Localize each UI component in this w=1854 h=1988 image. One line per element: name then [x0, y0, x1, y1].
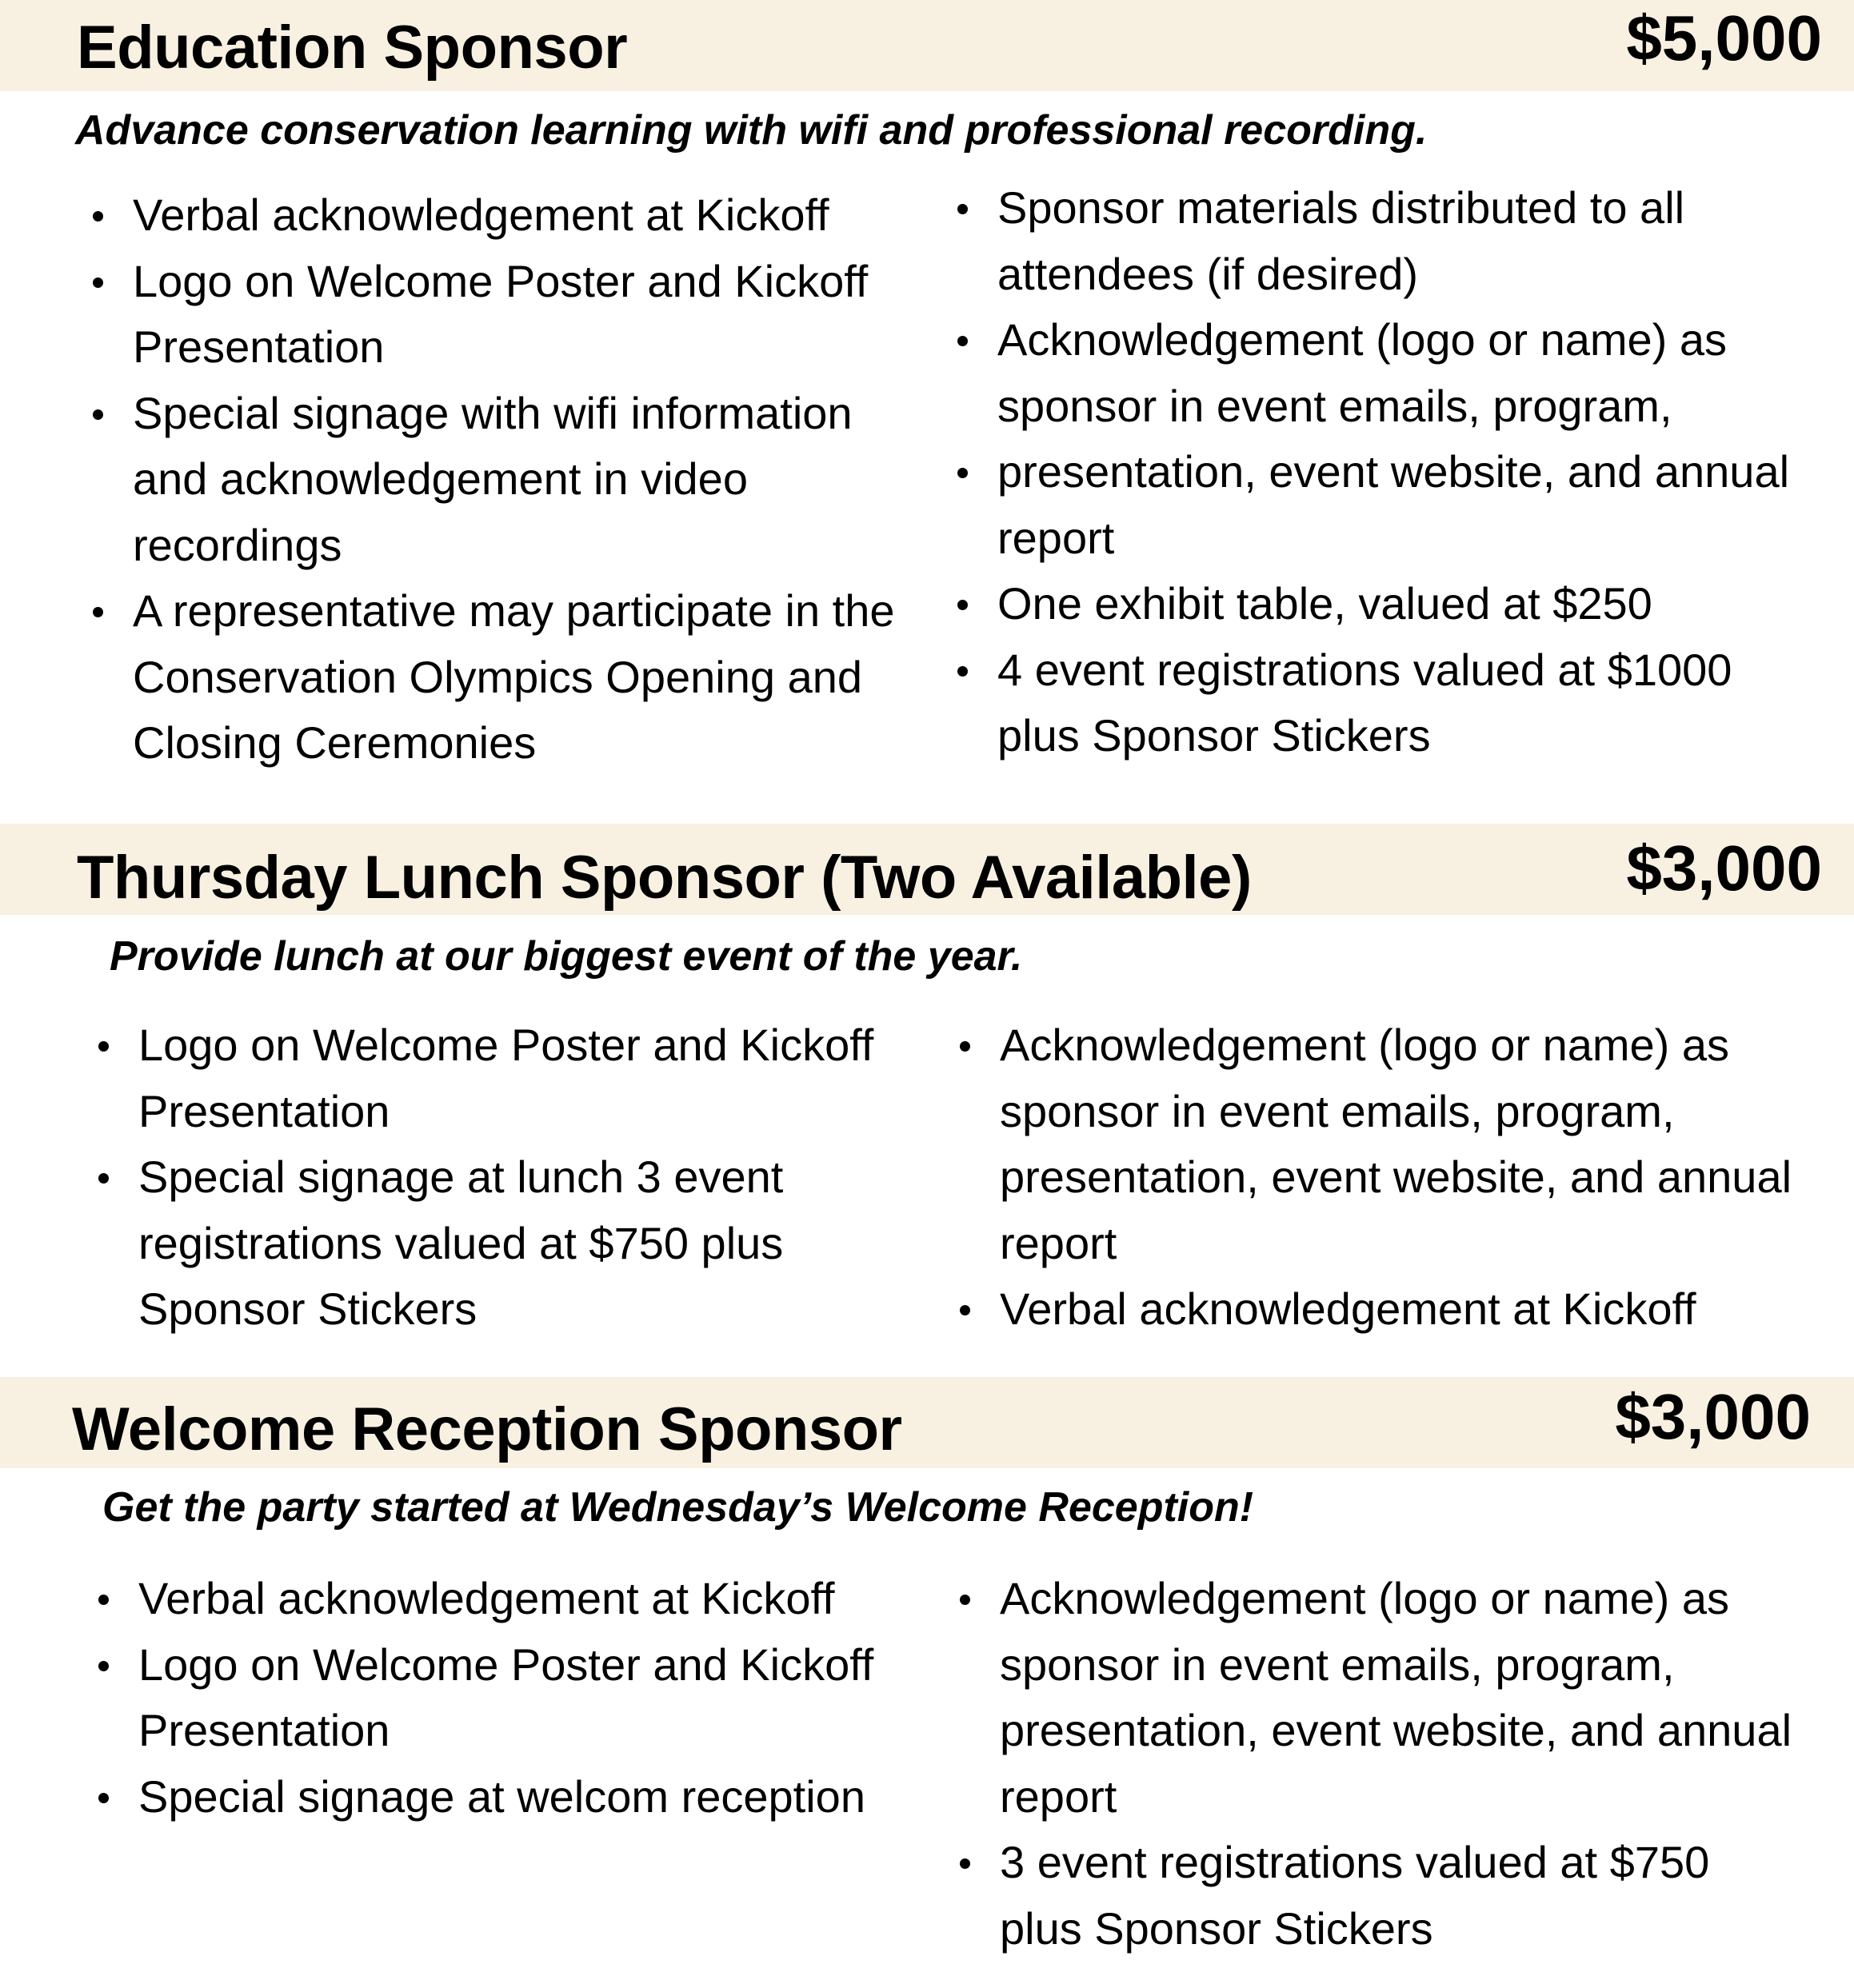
benefits-list-left — [77, 182, 917, 776]
benefit-item: One exhibit table, valued at $250 — [941, 571, 1797, 637]
benefits-list-right — [944, 1012, 1800, 1343]
sponsor-section-education — [0, 0, 1854, 800]
sponsor-title: Thursday Lunch Sponsor (Two Available) — [77, 844, 1252, 912]
sponsor-price: $3,000 — [1626, 832, 1822, 904]
sponsor-title: Welcome Reception Sponsor — [72, 1395, 902, 1463]
benefit-item: Acknowledgement (logo or name) as sponsor in event emails, program, presentation, event website, and annual report — [944, 1566, 1800, 1830]
sponsor-tagline: Provide lunch at our biggest event of the year. — [110, 933, 1023, 980]
sponsor-tagline: Get the party started at Wednesday’s Welcome Reception! — [102, 1484, 1254, 1531]
benefit-item: Logo on Welcome Poster and Kickoff Presentation — [82, 1012, 922, 1144]
benefit-item: Logo on Welcome Poster and Kickoff Presentation — [82, 1632, 922, 1764]
benefits-list-left — [82, 1012, 922, 1343]
benefit-item: presentation, event website, and annual report — [941, 439, 1797, 571]
benefit-item: Sponsor materials distributed to all attendees (if desired) — [941, 175, 1797, 307]
sponsor-title: Education Sponsor — [77, 14, 628, 82]
benefits-list-right — [944, 1566, 1800, 1962]
benefits-list-left — [82, 1566, 922, 1830]
benefit-item: Acknowledgement (logo or name) as sponsor in event emails, program, presentation, event website, and annual report — [944, 1012, 1800, 1276]
benefit-item: A representative may participate in the Conservation Olympics Opening and Closing Ceremonies — [77, 578, 917, 776]
benefit-item: Verbal acknowledgement at Kickoff — [77, 182, 917, 249]
benefit-item: Special signage at lunch 3 event registrations valued at $750 plus Sponsor Stickers — [82, 1144, 922, 1343]
benefit-item: Verbal acknowledgement at Kickoff — [82, 1566, 922, 1632]
benefit-item: 4 event registrations valued at $1000 plus Sponsor Stickers — [941, 637, 1797, 769]
sponsor-tagline: Advance conservation learning with wifi and professional recording. — [75, 107, 1428, 154]
sponsor-price: $5,000 — [1626, 2, 1822, 74]
benefit-item: Special signage at welcom reception — [82, 1764, 922, 1830]
sponsor-section-thursday-lunch — [0, 824, 1854, 1367]
sponsor-price: $3,000 — [1615, 1381, 1811, 1452]
benefit-item: Logo on Welcome Poster and Kickoff Presentation — [77, 249, 917, 381]
benefit-item: Verbal acknowledgement at Kickoff — [944, 1276, 1800, 1343]
benefit-item: Special signage with wifi information and acknowledgement in video recordings — [77, 381, 917, 579]
benefit-item: Acknowledgement (logo or name) as sponsor in event emails, program, — [941, 307, 1797, 439]
benefits-list-right — [941, 175, 1797, 769]
benefit-item: 3 event registrations valued at $750 plus Sponsor Stickers — [944, 1830, 1800, 1962]
sponsor-section-welcome-reception — [0, 1377, 1854, 1988]
